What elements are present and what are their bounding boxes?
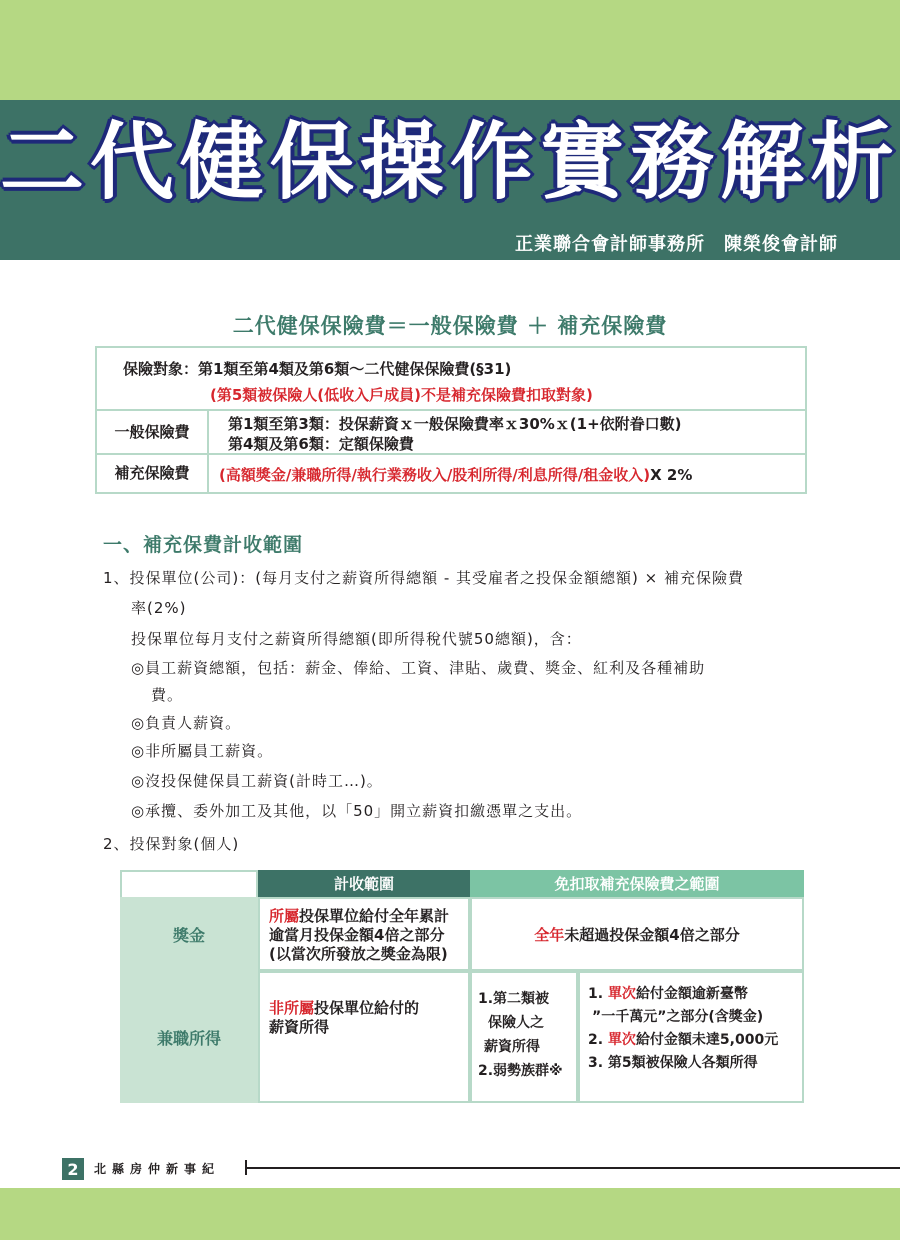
single-payment: 單次 (607, 1032, 636, 1048)
part-time-collect-cell (258, 971, 470, 1103)
bottom-decorative-band (0, 1188, 900, 1240)
part-time-exempt-right-cell (578, 971, 804, 1103)
bonus-collect-line1 (269, 907, 468, 926)
summary-row-general (97, 409, 805, 455)
row-label-part-time: 兼職所得 (120, 971, 258, 1103)
supplementary-income-types: (高額獎金/兼職所得/執行業務收入/股利所得/利息所得/租金收入) (219, 466, 651, 484)
bullet-item-cont: 費。 (151, 686, 184, 704)
exempt-item-cont: 保險人之 (488, 1015, 544, 1031)
section-title: 一、補充保費計收範圍 (103, 534, 304, 556)
item1-description: 投保單位每月支付之薪資所得總額(即所得稅代號50總額)，含： (131, 630, 582, 648)
page-title: 二代健保操作實務解析 (0, 113, 900, 211)
exempt-item: 1.第二類被 (478, 991, 550, 1007)
footer-rule (245, 1167, 900, 1169)
formula-heading: 二代健保保險費＝一般保險費 ＋ 補充保險費 (232, 314, 668, 338)
insured-exclusion-note: (第5類被保險人(低收入戶成員)不是補充保險費扣取對象) (210, 386, 593, 404)
exempt-rule-1 (588, 983, 802, 1006)
part-time-collect-line1 (269, 999, 468, 1018)
bullet-item: ◎負責人薪資。 (131, 714, 242, 732)
rule-number: 2. (588, 1032, 604, 1048)
exempt-rule-3: 3. 第5類被保險人各類所得 (588, 1055, 758, 1071)
rule-text-cont: ”一千萬元”之部分(含獎金) (592, 1009, 764, 1025)
bonus-exempt-text: 未超過投保金額4倍之部分 (564, 925, 740, 944)
header-exempt-scope: 免扣取補充保險費之範圍 (470, 870, 804, 897)
page-number: 2 (62, 1158, 84, 1180)
general-premium-label: 一般保險費 (97, 409, 209, 453)
bonus-exempt-period: 全年 (534, 925, 565, 944)
bonus-collect-line2: 逾當月投保金額4倍之部分 (269, 926, 445, 944)
premium-summary-box (95, 346, 807, 494)
bonus-exempt-cell (470, 897, 804, 971)
part-time-collect-text: 投保單位給付的 (314, 999, 420, 1017)
bullet-item: ◎非所屬員工薪資。 (131, 742, 274, 760)
exempt-rule-2 (588, 1029, 802, 1052)
bullet-item: ◎沒投保健保員工薪資(計時工…)。 (131, 772, 383, 790)
bonus-collect-text: 投保單位給付全年累計 (299, 907, 450, 925)
rule-text: 給付金額未達5,000元 (635, 1032, 779, 1048)
item1-text-cont: 率(2%) (131, 599, 187, 617)
rule-text: 給付金額逾新臺幣 (635, 986, 748, 1002)
top-decorative-band (0, 0, 900, 100)
exempt-item-cont: 薪資所得 (484, 1039, 540, 1055)
author-line: 正業聯合會計師事務所 陳榮俊會計師 (515, 234, 838, 255)
part-time-collect-line2: 薪資所得 (269, 1018, 330, 1036)
supplementary-premium-formula (219, 464, 692, 485)
supplementary-rate: X 2% (650, 466, 693, 484)
general-premium-line1: 第1類至第3類：投保薪資ｘ一般保險費率ｘ30%ｘ(1+依附眷口數) (228, 415, 682, 433)
exempt-item: 2.弱勢族群※ (478, 1063, 563, 1079)
item2-text: 2、投保對象(個人) (103, 835, 240, 853)
insured-scope-text: 保險對象：第1類至第4類及第6類～二代健保保險費(§31) (123, 360, 512, 378)
general-premium-line2: 第4類及第6類：定額保險費 (228, 435, 414, 453)
publication-name: 北縣房仲新事紀 (94, 1162, 221, 1176)
item1-text: 1、投保單位(公司)：(每月支付之薪資所得總額 - 其受雇者之投保金額總額) × 補充保險費 (103, 569, 745, 587)
row-label-bonus: 獎金 (120, 897, 258, 971)
bullet-item: ◎員工薪資總額，包括：薪金、俸給、工資、津貼、歲費、獎金、紅利及各種補助 (131, 659, 706, 677)
table-corner-cell (120, 870, 258, 897)
part-time-affiliation: 非所屬 (269, 999, 315, 1017)
single-payment: 單次 (607, 986, 636, 1002)
part-time-exempt-left-cell (470, 971, 578, 1103)
header-collect-scope: 計收範圍 (258, 870, 470, 897)
bonus-affiliation: 所屬 (269, 907, 300, 925)
supplementary-premium-label: 補充保險費 (97, 453, 209, 492)
bullet-item: ◎承攬、委外加工及其他，以「50」開立薪資扣繳憑單之支出。 (131, 802, 583, 820)
bonus-collect-line3: (以當次所發放之獎金為限) (269, 945, 448, 963)
bonus-collect-cell (258, 897, 470, 971)
scope-table (120, 870, 804, 1103)
summary-row-supplementary (97, 453, 805, 492)
rule-number: 1. (588, 986, 604, 1002)
summary-row-insured (97, 348, 805, 411)
